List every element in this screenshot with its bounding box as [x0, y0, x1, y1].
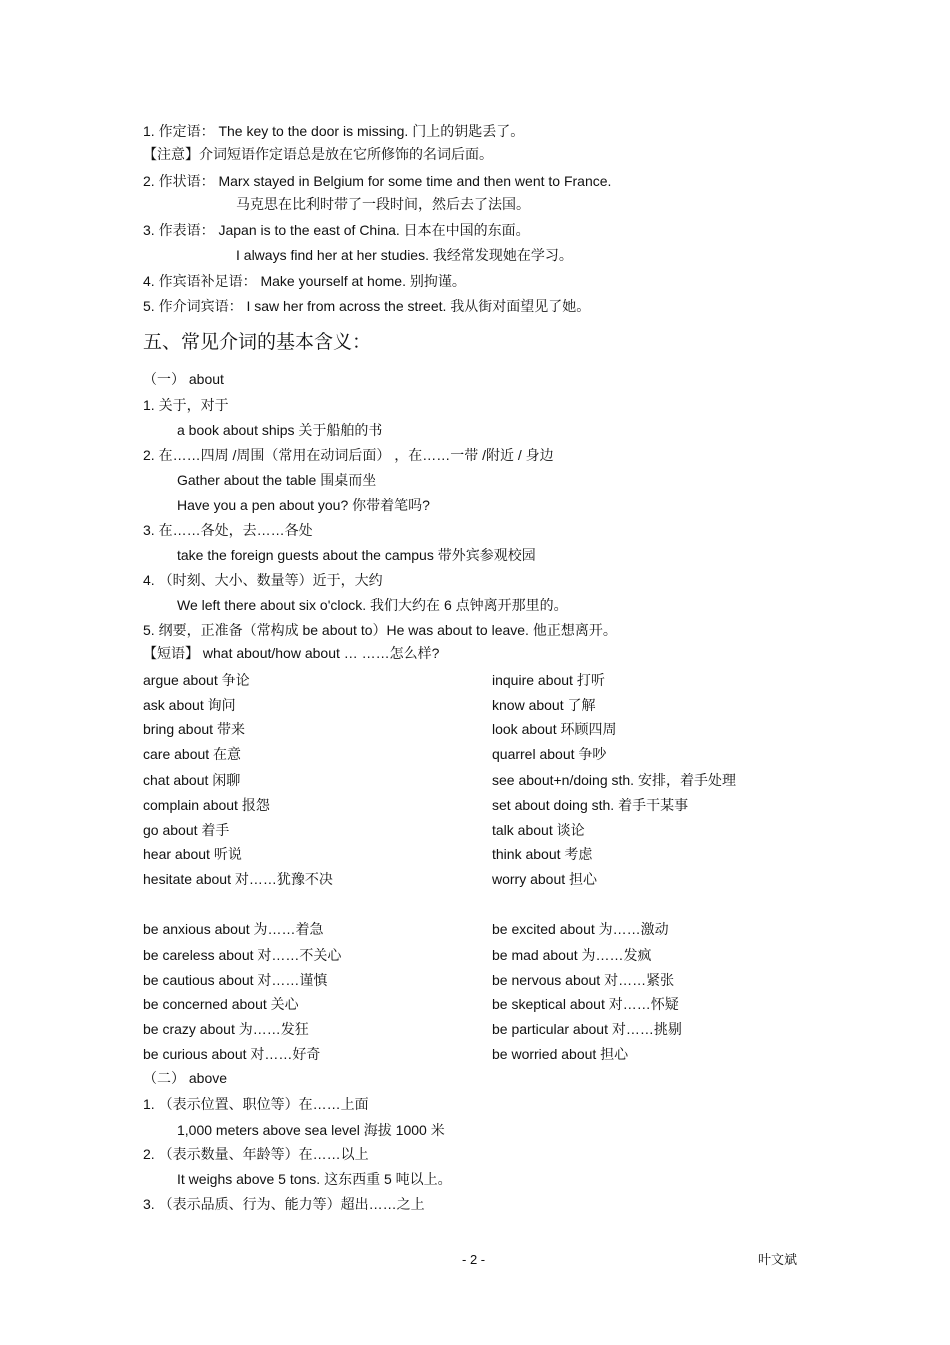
usage-attributive: 1. 作定语： The key to the door is missing. 门上的钥匙丢了。 — [143, 123, 525, 139]
about-sense-3: 3. 在……各处，去……各处 — [143, 522, 313, 538]
about-example-3: take the foreign guests about the campus 带外宾参观校园 — [177, 547, 536, 563]
be-about-right: be nervous about 对……紧张 — [492, 972, 675, 988]
author-name: 叶文斌 — [758, 1252, 798, 1267]
phrase-right: think about 考虑 — [492, 846, 593, 862]
about-sense-5: 5. 纲要，正准备（常构成 be about to）He was about to leave. 他正想离开。 — [143, 622, 617, 638]
above-sense-1: 1. （表示位置、职位等）在……上面 — [143, 1096, 369, 1112]
phrase-left: bring about 带来 — [143, 721, 245, 737]
above-example-2: It weighs above 5 tons. 这东西重 5 吨以上。 — [177, 1171, 452, 1187]
phrase-right: look about 环顾四周 — [492, 721, 617, 737]
about-example-1: a book about ships 关于船舶的书 — [177, 422, 383, 438]
phrase-right: see about+n/doing sth. 安排，着手处理 — [492, 772, 736, 788]
phrase-left: ask about 询问 — [143, 697, 236, 713]
phrase-right: set about doing sth. 着手干某事 — [492, 797, 689, 813]
above-sense-2: 2. （表示数量、年龄等）在……以上 — [143, 1146, 369, 1162]
above-title: （二） above — [143, 1070, 228, 1086]
phrase-left: hesitate about 对……犹豫不决 — [143, 871, 333, 887]
about-sense-1: 1. 关于，对于 — [143, 397, 229, 413]
about-example-4: We left there about six o'clock. 我们大约在 6 点钟离开那里的。 — [177, 597, 568, 613]
be-about-right: be worried about 担心 — [492, 1046, 629, 1062]
usage-prep-object: 5. 作介词宾语： I saw her from across the street. 我从街对面望见了她。 — [143, 298, 591, 314]
be-about-right: be particular about 对……挑剔 — [492, 1021, 682, 1037]
usage-predicative-example: I always find her at her studies. 我经常发现她在学习。 — [236, 247, 573, 263]
phrase-right: know about 了解 — [492, 697, 596, 713]
about-example-2a: Gather about the table 围桌而坐 — [177, 472, 377, 488]
be-about-left: be cautious about 对……谨慎 — [143, 972, 328, 988]
about-sense-4: 4. （时刻、大小、数量等）近于，大约 — [143, 572, 383, 588]
phrase-left: go about 着手 — [143, 822, 230, 838]
be-about-right: be excited about 为……激动 — [492, 921, 669, 937]
section-heading: 五、常见介词的基本含义： — [143, 331, 372, 353]
be-about-left: be anxious about 为……着急 — [143, 921, 324, 937]
about-sense-2: 2. 在……四周 /周围（常用在动词后面） ，在……一带 /附近 / 身边 — [143, 447, 554, 463]
phrase-left: chat about 闲聊 — [143, 772, 241, 788]
note-attributive: 【注意】介词短语作定语总是放在它所修饰的名词后面。 — [143, 146, 493, 162]
be-about-left: be curious about 对……好奇 — [143, 1046, 321, 1062]
usage-predicative: 3. 作表语： Japan is to the east of China. 日本在中国的东面。 — [143, 222, 530, 238]
about-phrase-note: 【短语】 what about/how about … ……怎么样? — [143, 645, 440, 661]
usage-adverbial-translation: 马克思在比利时带了一段时间，然后去了法国。 — [236, 196, 530, 212]
phrase-left: argue about 争论 — [143, 672, 250, 688]
be-about-left: be concerned about 关心 — [143, 996, 299, 1012]
be-about-left: be crazy about 为……发狂 — [143, 1021, 309, 1037]
usage-object-complement: 4. 作宾语补足语： Make yourself at home. 别拘谨。 — [143, 273, 466, 289]
page-number: - 2 - — [462, 1252, 486, 1267]
about-title: （一） about — [143, 371, 224, 387]
be-about-left: be careless about 对……不关心 — [143, 947, 342, 963]
above-example-1: 1,000 meters above sea level 海拔 1000 米 — [177, 1122, 445, 1138]
be-about-right: be mad about 为……发疯 — [492, 947, 652, 963]
phrase-left: complain about 报怨 — [143, 797, 270, 813]
phrase-right: quarrel about 争吵 — [492, 746, 607, 762]
be-about-right: be skeptical about 对……怀疑 — [492, 996, 679, 1012]
phrase-right: inquire about 打听 — [492, 672, 605, 688]
phrase-right: talk about 谈论 — [492, 822, 585, 838]
phrase-left: care about 在意 — [143, 746, 242, 762]
phrase-right: worry about 担心 — [492, 871, 598, 887]
usage-adverbial: 2. 作状语： Marx stayed in Belgium for some time and then went to France. — [143, 173, 612, 189]
about-example-2b: Have you a pen about you? 你带着笔吗? — [177, 497, 430, 513]
above-sense-3: 3. （表示品质、行为、能力等）超出……之上 — [143, 1196, 425, 1212]
phrase-left: hear about 听说 — [143, 846, 242, 862]
